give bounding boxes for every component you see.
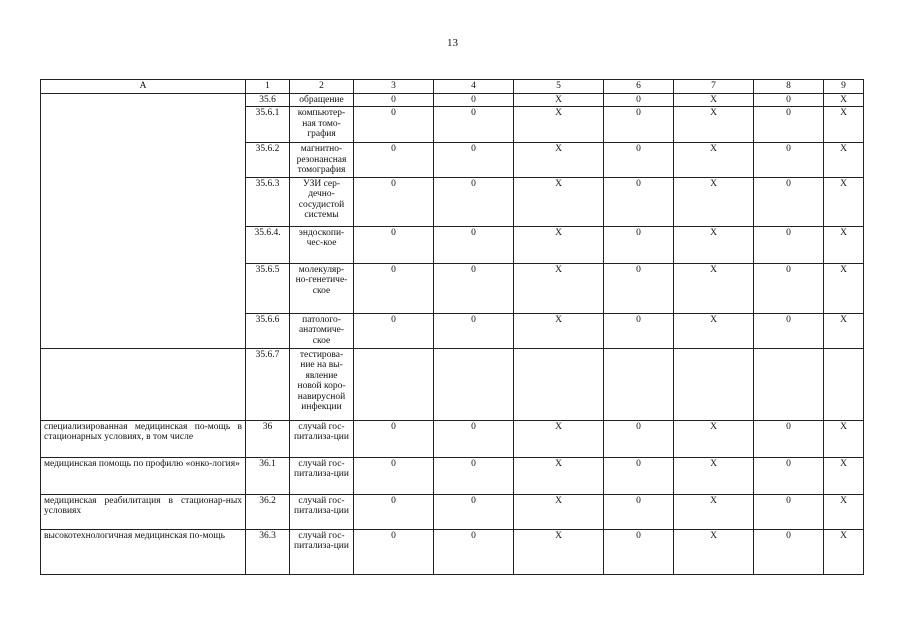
value-cell-col-9: Х [824, 313, 864, 348]
value-cell-col-8: 0 [754, 143, 824, 178]
row-number: 35.6.5 [246, 263, 290, 313]
header-col-7: 7 [674, 80, 754, 94]
row-label: высокотехнологичная медицинская по-мощь [41, 529, 246, 574]
header-col-2: 2 [290, 80, 354, 94]
value-cell-col-4: 0 [434, 263, 514, 313]
value-cell-col-9: Х [824, 107, 864, 143]
value-cell-col-5: Х [514, 93, 604, 107]
value-cell-col-7: Х [674, 529, 754, 574]
value-cell-col-8: 0 [754, 494, 824, 529]
value-cell-col-8: 0 [754, 107, 824, 143]
header-row [41, 80, 864, 94]
row-unit: компьютер-ная томо-графия [290, 107, 354, 143]
page-number: 13 [447, 37, 458, 49]
header-col-8: 8 [754, 80, 824, 94]
row-unit: тестирова-ние на вы-явление новой коро-навирусной инфекции [290, 348, 354, 420]
header-col-4: 4 [434, 80, 514, 94]
table-row [41, 348, 864, 420]
value-cell-col-7: Х [674, 457, 754, 494]
value-cell-col-5: Х [514, 457, 604, 494]
value-cell-col-9: Х [824, 177, 864, 226]
value-cell-col-8: 0 [754, 457, 824, 494]
row-number: 35.6.1 [246, 107, 290, 143]
value-cell-col-6: 0 [604, 93, 674, 107]
value-cell-col-7: Х [674, 107, 754, 143]
value-cell-col-3 [354, 348, 434, 420]
value-cell-col-6 [604, 348, 674, 420]
value-cell-col-7: Х [674, 93, 754, 107]
value-cell-col-8: 0 [754, 420, 824, 457]
value-cell-col-5: Х [514, 529, 604, 574]
row-number: 36.1 [246, 457, 290, 494]
value-cell-col-5: Х [514, 177, 604, 226]
value-cell-col-6: 0 [604, 143, 674, 178]
value-cell-col-8: 0 [754, 313, 824, 348]
value-cell-col-9: Х [824, 457, 864, 494]
table-row [41, 529, 864, 574]
value-cell-col-9: Х [824, 143, 864, 178]
value-cell-col-6: 0 [604, 107, 674, 143]
row-label: специализированная медицинская по-мощь в стационарных условиях, в том числе [41, 420, 246, 457]
value-cell-col-9 [824, 348, 864, 420]
value-cell-col-3: 0 [354, 177, 434, 226]
header-col-9: 9 [824, 80, 864, 94]
value-cell-col-5: Х [514, 143, 604, 178]
row-number: 35.6.3 [246, 177, 290, 226]
row-unit: случай гос-питализа-ции [290, 529, 354, 574]
value-cell-col-5: Х [514, 420, 604, 457]
value-cell-col-7: Х [674, 313, 754, 348]
report-table [40, 79, 864, 575]
header-col-a: А [41, 80, 246, 94]
value-cell-col-6: 0 [604, 263, 674, 313]
row-unit: эндоскопи-чес-кое [290, 226, 354, 263]
value-cell-col-3: 0 [354, 529, 434, 574]
value-cell-col-4: 0 [434, 494, 514, 529]
value-cell-col-4 [434, 348, 514, 420]
value-cell-col-7: Х [674, 143, 754, 178]
table-row [41, 93, 864, 107]
table-body [41, 80, 864, 575]
row-number: 35.6.4. [246, 226, 290, 263]
value-cell-col-4: 0 [434, 226, 514, 263]
row-unit: обращение [290, 93, 354, 107]
value-cell-col-3: 0 [354, 143, 434, 178]
value-cell-col-9: Х [824, 529, 864, 574]
value-cell-col-4: 0 [434, 143, 514, 178]
header-col-5: 5 [514, 80, 604, 94]
row-number: 35.6.7 [246, 348, 290, 420]
value-cell-col-5: Х [514, 263, 604, 313]
value-cell-col-7: Х [674, 263, 754, 313]
value-cell-col-8: 0 [754, 529, 824, 574]
header-col-6: 6 [604, 80, 674, 94]
table-row [41, 494, 864, 529]
value-cell-col-5 [514, 348, 604, 420]
value-cell-col-7: Х [674, 420, 754, 457]
value-cell-col-6: 0 [604, 494, 674, 529]
row-number: 35.6 [246, 93, 290, 107]
row-number: 36.3 [246, 529, 290, 574]
value-cell-col-6: 0 [604, 177, 674, 226]
value-cell-col-8: 0 [754, 177, 824, 226]
value-cell-col-4: 0 [434, 93, 514, 107]
value-cell-col-4: 0 [434, 420, 514, 457]
value-cell-col-8: 0 [754, 263, 824, 313]
value-cell-col-4: 0 [434, 107, 514, 143]
value-cell-col-9: Х [824, 494, 864, 529]
row-unit: УЗИ сер-дечно-сосудистой системы [290, 177, 354, 226]
value-cell-col-7: Х [674, 226, 754, 263]
table-row [41, 420, 864, 457]
value-cell-col-6: 0 [604, 420, 674, 457]
value-cell-col-6: 0 [604, 313, 674, 348]
value-cell-col-4: 0 [434, 457, 514, 494]
value-cell-col-3: 0 [354, 107, 434, 143]
value-cell-col-9: Х [824, 263, 864, 313]
value-cell-col-3: 0 [354, 226, 434, 263]
value-cell-col-7: Х [674, 177, 754, 226]
value-cell-col-5: Х [514, 107, 604, 143]
value-cell-col-3: 0 [354, 494, 434, 529]
row-label [41, 93, 246, 348]
row-unit: случай гос-питализа-ции [290, 420, 354, 457]
row-label [41, 348, 246, 420]
row-unit: магнитно-резонансная томография [290, 143, 354, 178]
row-unit: молекуляр-но-генетиче-ское [290, 263, 354, 313]
row-label: медицинская реабилитация в стационар-ных условиях [41, 494, 246, 529]
value-cell-col-3: 0 [354, 313, 434, 348]
row-unit: патолого-анатомиче-ское [290, 313, 354, 348]
row-unit: случай гос-питализа-ции [290, 457, 354, 494]
value-cell-col-6: 0 [604, 226, 674, 263]
value-cell-col-9: Х [824, 420, 864, 457]
value-cell-col-4: 0 [434, 529, 514, 574]
value-cell-col-8 [754, 348, 824, 420]
value-cell-col-3: 0 [354, 93, 434, 107]
row-label: медицинская помощь по профилю «онко-логия» [41, 457, 246, 494]
value-cell-col-5: Х [514, 226, 604, 263]
header-col-1: 1 [246, 80, 290, 94]
value-cell-col-8: 0 [754, 226, 824, 263]
value-cell-col-6: 0 [604, 457, 674, 494]
header-col-3: 3 [354, 80, 434, 94]
row-number: 35.6.2 [246, 143, 290, 178]
value-cell-col-3: 0 [354, 263, 434, 313]
row-unit: случай гос-питализа-ции [290, 494, 354, 529]
value-cell-col-6: 0 [604, 529, 674, 574]
value-cell-col-4: 0 [434, 177, 514, 226]
row-number: 36.2 [246, 494, 290, 529]
value-cell-col-8: 0 [754, 93, 824, 107]
value-cell-col-9: Х [824, 226, 864, 263]
value-cell-col-7 [674, 348, 754, 420]
row-number: 36 [246, 420, 290, 457]
value-cell-col-5: Х [514, 494, 604, 529]
value-cell-col-5: Х [514, 313, 604, 348]
value-cell-col-3: 0 [354, 457, 434, 494]
value-cell-col-4: 0 [434, 313, 514, 348]
row-number: 35.6.6 [246, 313, 290, 348]
value-cell-col-9: Х [824, 93, 864, 107]
value-cell-col-7: Х [674, 494, 754, 529]
value-cell-col-3: 0 [354, 420, 434, 457]
table-row [41, 457, 864, 494]
